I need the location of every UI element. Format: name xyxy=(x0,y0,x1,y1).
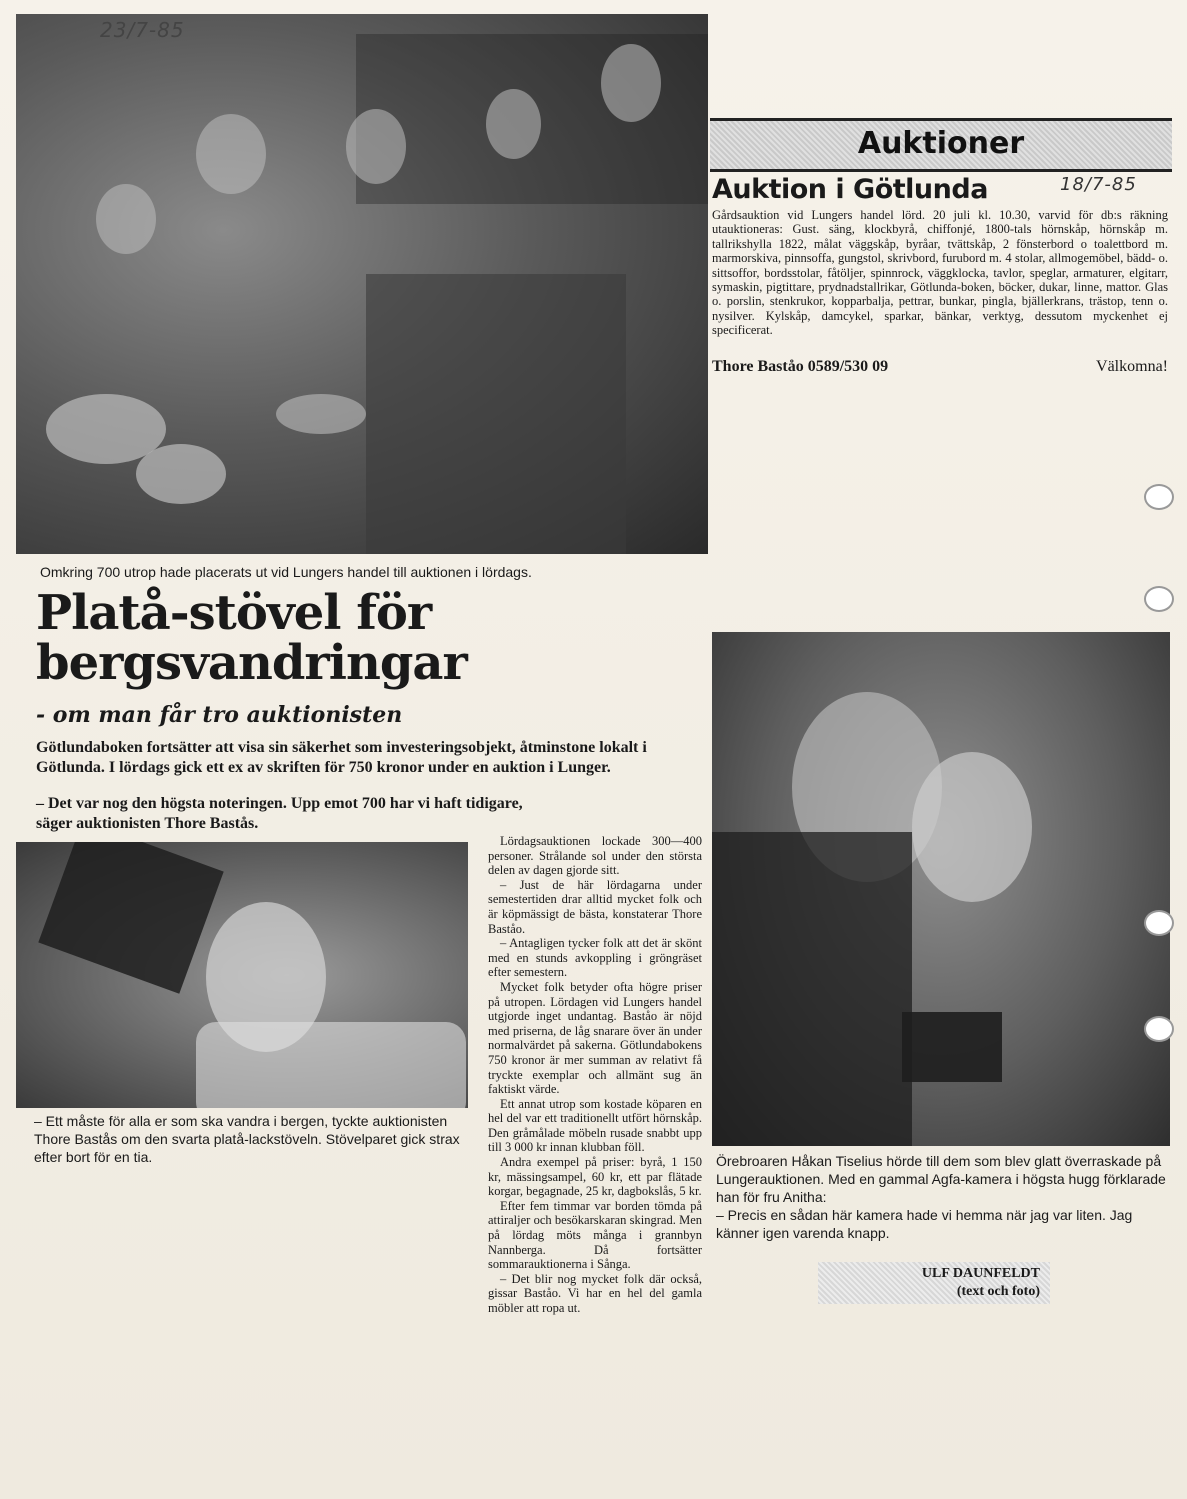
headline-line-2: bergsvandringar xyxy=(36,635,467,691)
byline-name: ULF DAUNFELDT xyxy=(921,1266,1040,1281)
handwritten-date-top: 23/7-85 xyxy=(100,18,185,42)
camera-buyer-photo xyxy=(712,632,1170,1146)
column-paragraph: – Det blir nog mycket folk där också, gissar Baståo. Vi har en hel del gamla möbler att ropa ut. xyxy=(488,1271,702,1315)
punch-hole xyxy=(1144,586,1174,612)
article-lead-1: Götlundaboken fortsätter att visa sin säkerhet som investeringsobjekt, åtminstone lokalt i Götlunda. I lördags gick ett ex av skriften för 750 kronor under en auktion i Lunger. xyxy=(36,739,647,776)
top-photo-caption: Omkring 700 utrop hade placerats ut vid Lungers handel till auktionen i lördags. xyxy=(40,564,532,580)
column-paragraph: Ett annat utrop som kostade köparen en hel del var ett traditionellt utfört hörnskåp. Den gråmålade möbeln rusade snabbt upp till 3 000 kr innan klubban föll. xyxy=(488,1096,702,1155)
article-lead-2: – Det var nog den högsta noteringen. Upp emot 700 har vi haft tidigare, säger auktionisten Thore Bastås. xyxy=(36,795,523,832)
headline-line-1: Platå-stövel för xyxy=(36,585,432,641)
boot-photo-caption: – Ett måste för alla er som ska vandra i bergen, tyckte auktionisten Thore Bastås om den svarta platå-lackstöveln. Stövelparet gick strax efter bort för en tia. xyxy=(34,1113,460,1165)
column-paragraph: Andra exempel på priser: byrå, 1 150 kr, mässingsampel, 60 kr, ett par flätade korgar, begagnade, 25 kr, dagbokslås, 5 kr. xyxy=(488,1155,702,1199)
column-paragraph: Lördagsauktionen lockade 300—400 personer. Strålande sol under den största delen av dagen gjorde sitt. xyxy=(488,834,702,878)
column-paragraph: – Just de här lördagarna under semestertiden drar alltid mycket folk och är köpmässigt de bästa, konstaterar Thore Baståo. xyxy=(488,877,702,936)
ad-title: Auktion i Götlunda xyxy=(712,174,988,205)
auction-crowd-photo xyxy=(16,14,708,554)
right-photo-caption: Örebroaren Håkan Tiselius hörde till dem som blev glatt överraskade på Lungerauktionen. Med en gammal Agfa-kamera i högsta hugg förklarade han för fru Anitha: – Precis en sådan här kamera hade vi hemma när jag var liten. Jag känner igen varenda knapp. xyxy=(716,1153,1166,1241)
article-column xyxy=(488,834,702,1316)
byline xyxy=(818,1262,1050,1304)
column-paragraph: – Antagligen tycker folk att det är skönt med en stunds avkoppling i gröngräset efter semestern. xyxy=(488,936,702,980)
auctioneer-boot-photo xyxy=(16,842,468,1108)
auction-advertisement xyxy=(710,110,1172,400)
column-paragraph: Efter fem timmar var borden tömda på attiraljer och besökarskaran skingrad. Men på lördag möts många i grannbyn Nannberga. Då fortsätter sommarauktionerna i Sånga. xyxy=(488,1198,702,1272)
ad-body: Gårdsauktion vid Lungers handel lörd. 20 juli kl. 10.30, varvid för db:s räkning utauktioneras: Gust. säng, klockbyrå, chiffonjé, 1800-tals hörnskåp, hörnskåp m. tallrikshylla 1822, målat väggskåp, byråar, tvättskåp, 2 fönsterbord o toalettbord m. marmorskiva, pinnsoffa, gungstol, skrivbord, furubord m. 4 stolar, allmogemöbel, bädd- o. sittsoffor, bordsstolar, fåtöljer, spinnrock, väggklocka, tavlor, speglar, armaturer, elgitarr, symaskin, pigtittare, prydnadstallrikar, Götlunda-boken, böcker, dukar, linne, mattor. Glas o. porslin, stenkrukor, kopparbalja, pettrar, bunkar, pingla, bjällerkrans, trästop, tenn o. nysilver. Kylskåp, damcykel, sparkar, bänkar, verktyg, dessutom myckenhet ej specificerat. xyxy=(712,208,1168,338)
column-paragraph: Mycket folk betyder ofta högre priser på utropen. Lördagen vid Lungers handel utgjorde inget undantag. Baståo är nöjd med priserna, de låg snarare över än under normalvärdet på sakerna. Götlundabokens 750 kronor är mer summan av relativt få tryckte exemplar och allmänt sug än faktiskt värde. xyxy=(488,979,702,1097)
article-subhead: - om man får tro auktionisten xyxy=(36,702,403,728)
ad-welcome: Välkomna! xyxy=(1096,358,1168,375)
punch-hole xyxy=(1144,1016,1174,1042)
ad-banner xyxy=(710,118,1172,172)
ad-contact: Thore Baståo 0589/530 09 xyxy=(712,358,889,375)
handwritten-date-ad: 18/7-85 xyxy=(1060,174,1137,195)
ad-banner-text: Auktioner xyxy=(857,126,1025,161)
punch-hole xyxy=(1144,484,1174,510)
punch-hole xyxy=(1144,910,1174,936)
article-headline xyxy=(36,585,596,691)
byline-note: (text och foto) xyxy=(956,1284,1040,1299)
